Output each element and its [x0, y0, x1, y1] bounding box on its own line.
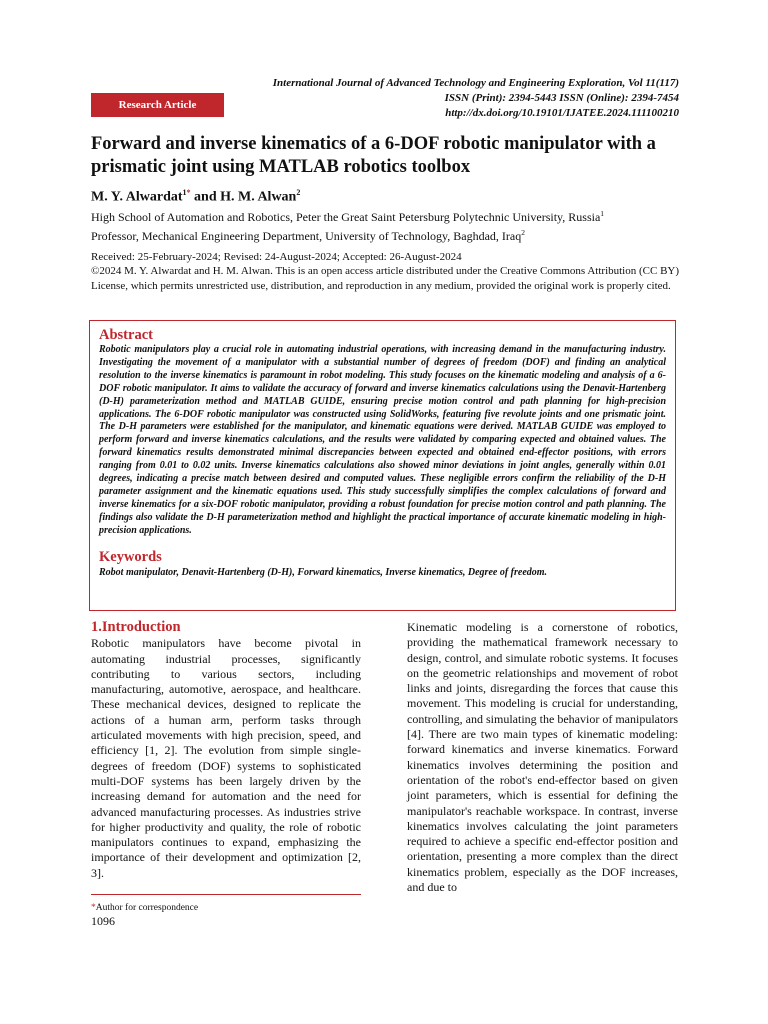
footnote-star: * [91, 903, 96, 913]
left-column [91, 620, 361, 881]
badge-label: Research Article [118, 99, 197, 111]
author-2-affil-mark: 2 [296, 188, 301, 197]
abstract-heading: Abstract [99, 327, 153, 343]
affiliation-1-text: High School of Automation and Robotics, Peter the Great Saint Petersburg Polytechnic University, Russia [91, 210, 601, 224]
affiliation-2-mark: 2 [521, 228, 525, 237]
footnote-divider [91, 894, 361, 895]
author-1-affil-mark: 1 [182, 188, 187, 197]
author-1: M. Y. Alwardat [91, 189, 183, 205]
issn-line: ISSN (Print): 2394-5443 ISSN (Online): 2394-7454 [444, 92, 679, 104]
abstract-box [89, 320, 676, 611]
introduction-paragraph-2: Kinematic modeling is a cornerstone of robotics, providing the mathematical framework necessary to design, control, and simulate robotic systems. It focuses on the geometric relationships and movement of robot links and joints, disregarding the forces that cause this movement. This modeling is crucial for understanding, controlling, and simulating the behavior of manipulators [4]. There are two main types of kinematic modeling: forward kinematics and inverse kinematics. Forward kinematics involves determining the position and orientation of the robot's end-effector based on given joint parameters, which is essential for defining the manipulator's reachable workspace. In contrast, inverse kinematics involves calculating the joint parameters required to achieve a specific end-effector position and orientation, presenting a more complex than the direct kinematics problem, especially as the DOF increases, and due to [407, 620, 678, 895]
author-list [91, 188, 300, 206]
author-conjunction: and [190, 189, 221, 205]
research-article-badge [91, 93, 224, 117]
paper-title: Forward and inverse kinematics of a 6-DOF robotic manipulator with a prismatic joint using MATLAB robotics toolbox [91, 134, 656, 177]
keywords-text: Robot manipulator, Denavit-Hartenberg (D-H), Forward kinematics, Inverse kinematics, Degree of freedom. [99, 566, 548, 578]
footnote-text: Author for correspondence [95, 903, 199, 913]
right-column [407, 620, 678, 895]
affiliation-2 [91, 225, 604, 244]
affiliation-1-mark: 1 [600, 209, 605, 218]
history-dates: Received: 25-February-2024; Revised: 24-August-2024; Accepted: 26-August-2024 [91, 251, 462, 263]
introduction-heading: 1.Introduction [91, 619, 181, 635]
abstract-text: Robotic manipulators play a crucial role in automating industrial operations, with increasing demand in the manufacturing industry. Investigating the movement of a manipulator with a substantial number of degrees of freedom (DOF) and finding an analytical resolution to the inverse kinematics is paramount in robot modeling. This study focuses on the kinematic modeling and analysis of a 6-DOF robotic manipulator. It aims to validate the accuracy of forward and inverse kinematics calculations using the Denavit-Hartenberg (D-H) parameterization method and MATLAB GUIDE, ensuring precise motion control and path planning for high-precision applications. The 6-DOF robotic manipulator was constructed using SolidWorks, featuring five revolute joints and one prismatic joint. The D-H parameters were established for the manipulator, and kinematic equations were derived. MATLAB GUIDE was employed to perform forward and inverse kinematics calculations, and the results were validated by comparing expected and obtained values. The forward kinematics results demonstrated minimal discrepancies between expected and obtained end-effector positions, with errors ranging from 0.01 to 0.02 units. Inverse kinematics calculations also showed minor deviations in joint angles, generally within 0.01 degrees, indicating a precise match between desired and computed values. These negligible errors confirm the reliability of the D-H parameter assignment and the kinematic equations used. This study successfully simplifies the complex calculations of forward and inverse kinematics for a six-DOF robotic manipulator, providing a robust foundation for precise motion control and path planning. The findings also validate the D-H parameterization method and highlight the practical importance of accurate kinematic modeling in high-precision applications. [99, 344, 666, 536]
affiliation-2-text: Professor, Mechanical Engineering Department, University of Technology, Baghdad, Iraq [91, 229, 522, 243]
affiliations [91, 206, 604, 244]
page-number: 1096 [91, 914, 115, 928]
introduction-paragraph-1: Robotic manipulators have become pivotal in automating industrial processes, significantly contributing to various sectors, including manufacturing, automotive, aerospace, and healthcare. These mechanical devices, designed to replicate the actions of a human arm, perform tasks through articulated movements with high precision, speed, and efficiency [1, 2]. The evolution from simple single-degrees of freedom (DOF) systems to sophisticated multi-DOF systems has been largely driven by the increasing demand for automation and the need for advanced manufacturing processes. As industries strive for higher productivity and quality, the role of robotic manipulators continues to expand, emphasizing the importance of their development and optimization [2, 3]. [91, 636, 361, 880]
journal-header [159, 76, 679, 121]
keywords-heading: Keywords [99, 548, 162, 565]
license-text: ©2024 M. Y. Alwardat and H. M. Alwan. This is an open access article distributed under the Creative Commons Attribution (CC BY) License, which permits unrestricted use, distribution, and reproduction in any medium, provided the original work is properly cited. [91, 265, 680, 292]
doi-link[interactable]: http://dx.doi.org/10.19101/IJATEE.2024.111100210 [445, 107, 679, 119]
corresponding-author-mark: * [186, 188, 191, 197]
journal-name: International Journal of Advanced Technology and Engineering Exploration, Vol 11(117) [272, 77, 679, 89]
footnote [91, 903, 198, 913]
publication-info [91, 250, 681, 293]
author-2: H. M. Alwan [220, 189, 297, 205]
affiliation-1 [91, 206, 604, 225]
